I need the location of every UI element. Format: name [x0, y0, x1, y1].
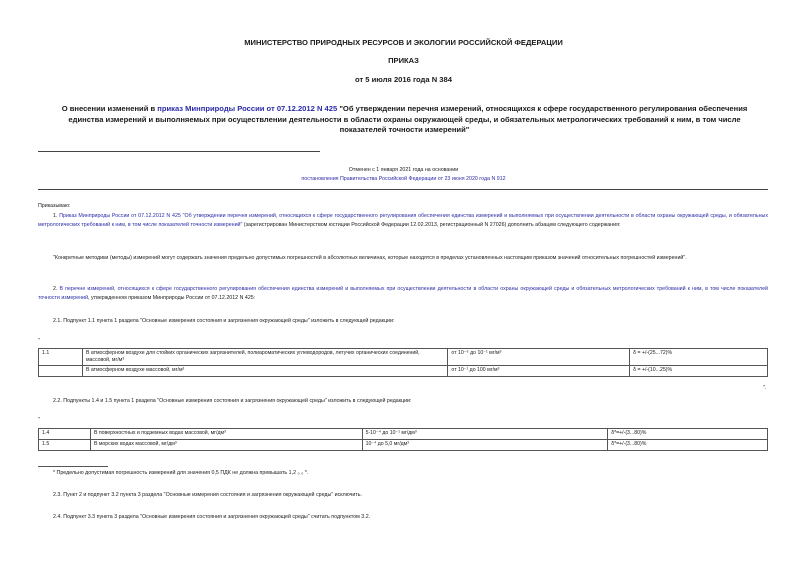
doc-type-heading: ПРИКАЗ — [388, 56, 419, 65]
title-prefix: О внесении изменений в — [61, 104, 158, 113]
cancellation-line1: Отменен с 1 января 2021 года на основании — [348, 167, 459, 173]
p2-list-link[interactable]: В перечне измерений, относящихся к сфере государственного регулирования обеспечения единства измерений и выполняемых при осуществлении деятельности в области охраны окружающей среды и обязательных метрологических требований к ним, в том числе показателей точности измерений — [38, 286, 769, 301]
document-title — [52, 104, 757, 136]
measurements-table-1 — [38, 348, 768, 377]
footnote-rule — [38, 466, 108, 467]
measurements-table-2 — [38, 428, 768, 451]
order-word: Приказываю: — [38, 203, 71, 209]
measurement-accuracy: δ*=+/-(3...80)% — [608, 440, 768, 451]
date-number-heading: от 5 июля 2016 года N 384 — [355, 75, 452, 84]
measurement-accuracy: δ*=+/-(3...80)% — [608, 429, 768, 440]
paragraph-2-2: 2.2. Подпункты 1.4 и 1.5 пункта 1 раздела "Основные измерения состояния и загрязнения окружающей среды" изложить в следующей редакции: — [53, 398, 412, 404]
p1-order-link[interactable]: Приказ Минприроды России от 07.12.2012 N 425 "Об утверждении перечня измерений, относящихся к сфере государственного регулирования обеспечения единства измерений и выполняемых при осуществлении деятельности в области охраны окружающей среды, и обязательных метрологических требований к ним, в том числе показателей точности измерений" — [38, 213, 768, 228]
cancellation-link[interactable]: постановления Правительства Российской Федерации от 23 июня 2020 года N 912 — [301, 176, 506, 182]
row-number: 1.4 — [39, 429, 91, 440]
measurement-range: от 10⁻¹ до 100 мг/м³ — [448, 366, 630, 377]
measurement-description: В атмосферном воздухе массовой, мг/м³ — [82, 366, 447, 377]
measurement-range: от 10⁻⁶ до 10⁻¹ мг/м³ — [448, 349, 630, 366]
measurement-range: 5·10⁻⁴ до 10⁻¹ мг/дм³ — [362, 429, 608, 440]
title-order-link[interactable]: приказ Минприроды России от 07.12.2012 N 425 — [157, 104, 338, 113]
p1-prefix: 1. — [53, 213, 60, 219]
table-row — [39, 429, 768, 440]
row-number — [39, 366, 83, 377]
row-number: 1.5 — [39, 440, 91, 451]
open-quote-1: " — [38, 338, 40, 344]
measurement-description: В атмосферном воздухе для стойких органических загрязнителей, полиароматических углеводородов, летучих органических соединений, массовой, мг/м³ — [82, 349, 447, 366]
ministry-heading: МИНИСТЕРСТВО ПРИРОДНЫХ РЕСУРСОВ И ЭКОЛОГИИ РОССИЙСКОЙ ФЕДЕРАЦИИ — [244, 38, 563, 47]
row-number: 1.1 — [39, 349, 83, 366]
table-row — [39, 440, 768, 451]
open-quote-2: " — [38, 417, 40, 423]
separator-rule-2 — [38, 189, 768, 190]
paragraph-2-1: 2.1. Подпункт 1.1 пункта 1 раздела "Основные измерения состояния и загрязнения окружающей среды" изложить в следующей редакции: — [53, 318, 395, 324]
paragraph-1 — [38, 212, 768, 229]
measurement-range: 10⁻⁴ до 5,0 мг/дм³ — [362, 440, 608, 451]
table-row — [39, 366, 768, 377]
measurement-description: В поверхностных и подземных водах массовой, мг/дм³ — [90, 429, 362, 440]
separator-rule — [38, 151, 320, 152]
measurement-accuracy: δ = +/-(25...72)% — [630, 349, 768, 366]
p2-prefix: 2. — [53, 286, 60, 292]
paragraph-2 — [38, 285, 768, 302]
p2-rest: , утвержденном приказом Минприроды России от 07.12.2012 N 425: — [88, 294, 256, 301]
close-quote-1: ". — [763, 385, 767, 391]
paragraph-2-3: 2.3. Пункт 2 и подпункт 3.2 пункта 3 раздела "Основные измерения состояния и загрязнения окружающей среды" исключить. — [53, 492, 362, 498]
measurement-description: В морских водах массовой, мг/дм³ — [90, 440, 362, 451]
table-row — [39, 349, 768, 366]
title-rest: "Об утверждении перечня измерений, относящихся к сфере государственного регулирования обеспечения единства измерений и выполняемых при осуществлении деятельности в области охраны окружающей среды, и обязательных метрологических требований к ним, в том числе показателей точности измерений" — [68, 104, 748, 134]
paragraph-2-4: 2.4. Подпункт 3.3 пункта 3 раздела "Основные измерения состояния и загрязнения окружающей среды" считать подпунктом 3.2. — [53, 514, 371, 520]
measurement-accuracy: δ = +/-(10...25)% — [630, 366, 768, 377]
footnote: * Предельно допустимая погрешность измерений для значения 0,5 ПДК не должна превышать 1,2 ₀ ₀ *. — [53, 470, 309, 476]
p1-rest: (зарегистрирован Министерством юстиции Российской Федерации 12.02.2013, регистрационный N 27026) дополнить абзацем следующего содержания: — [242, 221, 621, 228]
quote-paragraph: "Конкретные методики (методы) измерений могут содержать значения предельно допустимых погрешностей в абсолютных величинах, которые находятся в пределах установленных настоящим приказом значений относительных погрешностей измерений". — [53, 255, 687, 261]
